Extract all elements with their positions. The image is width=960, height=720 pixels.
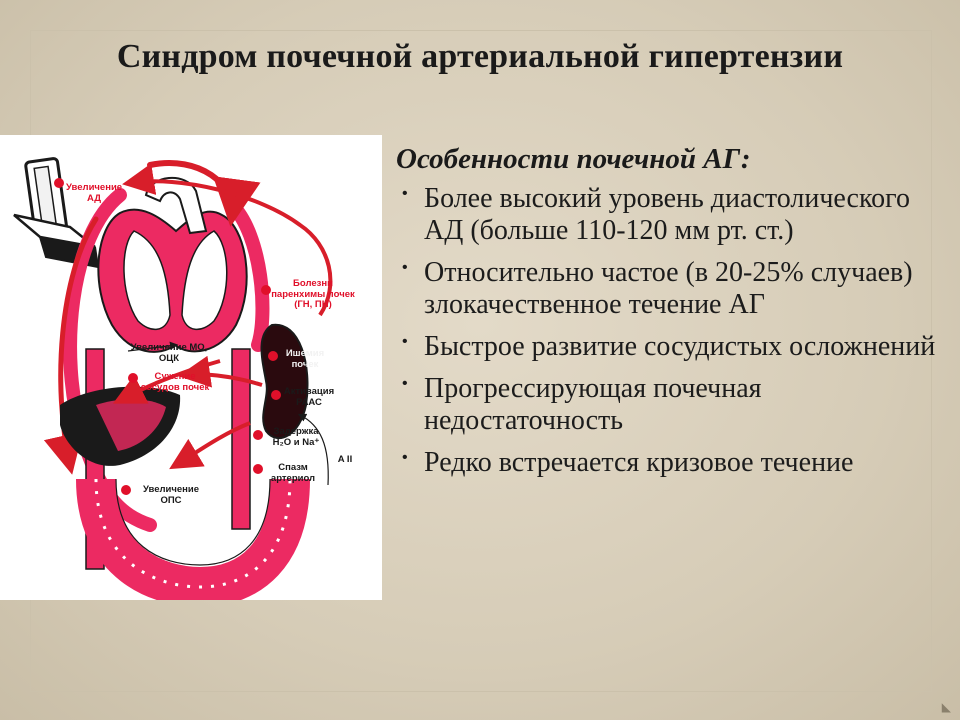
label-kidney-ischemia: Ишемия почек — [285, 348, 325, 370]
list-item — [386, 257, 946, 321]
section-subtitle: Особенности почечной АГ: — [396, 143, 751, 175]
feature-list — [386, 183, 946, 489]
list-item — [386, 183, 946, 247]
label-a2: A II — [337, 454, 353, 465]
label-raas-activation: Активация РААС — [283, 386, 335, 408]
label-arteriole-spasm: Спазм артериол — [270, 462, 316, 484]
kidney-shape — [262, 325, 308, 438]
list-item-text: Более высокий уровень диастолического АД (больше 110-120 мм рт. ст.) — [424, 183, 910, 246]
bullet-icon: • — [402, 185, 408, 202]
label-retention: Задержка H₂O и Na⁺ — [272, 426, 320, 448]
list-item-text: Прогрессирующая почечная недостаточность — [424, 373, 762, 436]
list-item — [386, 447, 946, 479]
triangle-marker-icon: ◣ — [941, 700, 951, 714]
bullet-icon: • — [402, 375, 408, 392]
bullet-icon: • — [402, 259, 408, 276]
label-mo-increase: Увеличение МО, ОЦК — [130, 342, 208, 364]
label-bp-increase: Увеличение АД — [66, 182, 123, 204]
list-item — [386, 373, 946, 437]
list-item-text: Относительно частое (в 20-25% случаев) злокачественное течение АГ — [424, 257, 913, 320]
list-item-text: Редко встречается кризовое течение — [424, 447, 854, 478]
list-item — [386, 331, 946, 363]
bullet-icon: • — [402, 449, 408, 466]
list-item-text: Быстрое развитие сосудистых осложнений — [424, 331, 936, 362]
slide-title: Синдром почечной артериальной гипертензии — [116, 38, 844, 75]
label-vessel-narrowing: Сужение сосудов почек — [140, 371, 210, 393]
label-ops-increase: Увеличение ОПС — [142, 484, 200, 506]
circulation-diagram — [0, 135, 382, 600]
bullet-icon: • — [402, 333, 408, 350]
label-kidney-diseases: Болезни паренхимы почек (ГН, ПН) — [271, 278, 355, 310]
